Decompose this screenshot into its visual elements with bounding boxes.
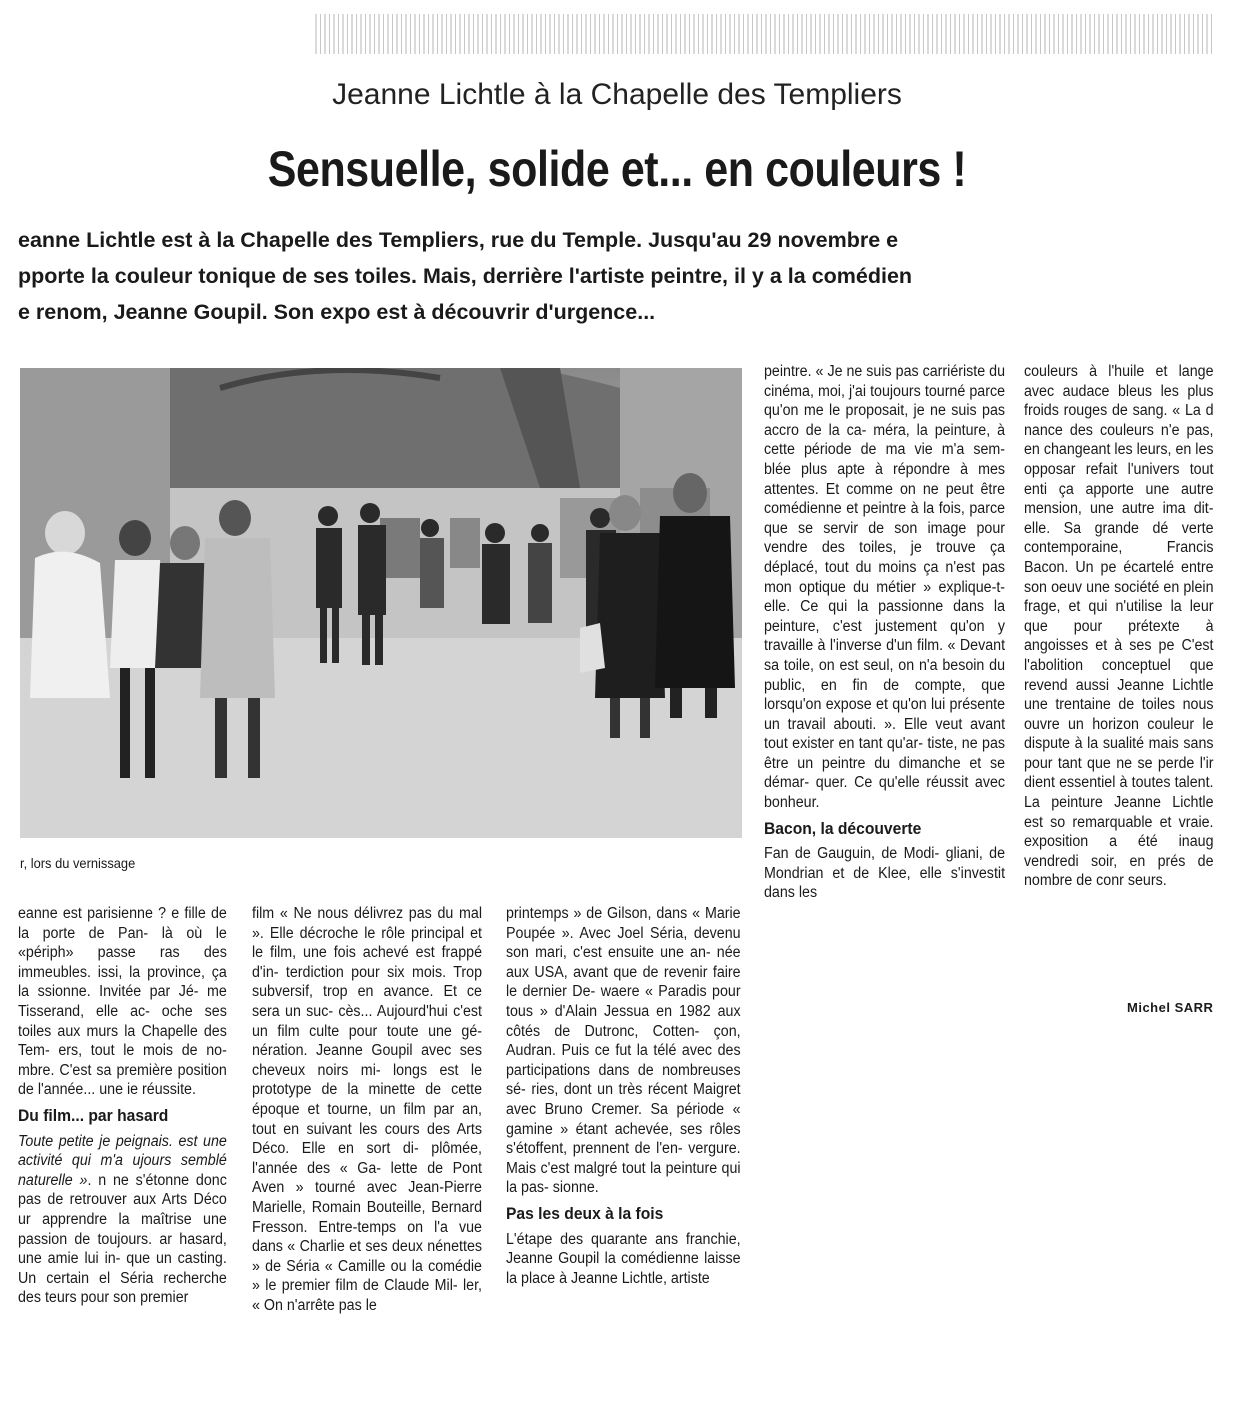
article-column-5: [1024, 362, 1214, 1002]
column-paragraph: couleurs à l'huile et lange avec audace bleus les plus froids rouges de sang. « La d nance des couleurs n'e pas, en changeant les leurs, en les opposar refait l'univers tout enti ça apporte une autre mension, une autre ima dit-elle. Sa grande dé verte contemporaine, Francis Bacon. Un pe écartelé entre son oeuv une société en plein frage, et qui n'utilise la leur que pour prétexte à angoisses et à ses pe C'est l'abolition conceptuel que revend aussi Jeanne Lichtle une trentaine de toiles nous ouvre un horizon couleur le dispute à la sualité mais sans pour tant que ne se perde l'ir dient essentiel à toutes talent. La peinture Jeanne Lichtle est so remarquable et vraie. exposition a été inaug vendredi soir, en prés de nombre de conr seurs.: [1024, 363, 1214, 890]
lead-line: pporte la couleur tonique de ses toiles. Mais, derrière l'artiste peintre, il y a la comédien: [18, 264, 913, 288]
author-signature: Michel SARR: [1127, 1000, 1214, 1015]
column-paragraph: peintre. « Je ne suis pas carriériste du cinéma, moi, j'ai toujours tourné parce qu'on me le proposait, je ne suis pas accro de la ca- méra, la peinture, à cette période de ma vie m'a sem- blée plus apte à répondre à mes attentes. Et comme on ne peut être comédienne et peintre à la fois, parce que se servir de son image pour vendre des toiles, je trouve ça déplacé, tout du moins ça n'est pas mon optique du métier » explique-t-elle. Ce qui la passionne dans la peinture, c'est justement qu'on y travaille à l'inverse d'un film. « Devant sa toile, on est seul, on n'a besoin du public, en fin de compte, que lorsqu'on expose et qu'on lui présente un travail abouti. ». Elle veut avant tout exister en tant qu'ar- tiste, ne pas être un peintre du dimanche et se démar- quer. Ce qu'elle réussit avec bonheur.: [764, 363, 1006, 812]
vernissage-photo: [20, 368, 742, 838]
quote-text: Toute petite je peignais. est une activité qui m'a ujours semblé naturelle »: [18, 1132, 227, 1189]
section-heading: Pas les deux à la fois: [506, 1203, 664, 1223]
article-column-1: [18, 904, 227, 1308]
article-column-3: [506, 904, 741, 1288]
section-heading: Du film... par hasard: [18, 1105, 169, 1125]
article-column-4: [764, 362, 1005, 903]
lead-line: eanne Lichtle est à la Chapelle des Templiers, rue du Temple. Jusqu'au 29 novembre e: [18, 228, 899, 252]
column-paragraph: eanne est parisienne ? e fille de la porte de Pan- là où le «périph» passe ras des immeubles. issi, la province, ça la ssionne. Invitée par Jé- me Tisserand, elle ac- oche ses toiles aux murs la Chapelle des Tem- ers, tout le mois de no- mbre. C'est sa première position de l'année... une ie réussite.: [18, 905, 227, 1099]
article-kicker: Jeanne Lichtle à la Chapelle des Templiers: [332, 78, 902, 111]
column-paragraph: film « Ne nous délivrez pas du mal ». Elle décroche le rôle principal et le film, une fois achevé est frappé d'in- terdiction pour six mois. Trop subversif, trop en avance. Et ce sera un suc- cès... Aujourd'hui c'est un film culte pour toute une gé- nération. Jeanne Goupil avec ses cheveux noirs mi- longs est le prototype de la minette de cette époque et tourne, un film par an, tout en suivant les cours des Arts Déco. Elle en sort di- plômée, l'année des « Ga- lette de Pont Aven » tourné avec Jean-Pierre Marielle, Romain Bouteille, Bernard Fresson. Entre-temps on l'a vue dans « Charlie et ses deux nénettes » de Séria « Camille ou la comédie » le premier film de Claude Mil- ler, « On n'arrête pas le: [252, 905, 482, 1314]
photo-illustration: [20, 368, 742, 838]
section-heading: Bacon, la découverte: [764, 818, 922, 838]
header-scan-noise: [315, 14, 1215, 54]
photo-caption: r, lors du vernissage: [20, 855, 136, 871]
article-headline: Sensuelle, solide et... en couleurs !: [267, 141, 967, 197]
column-paragraph: Fan de Gauguin, de Modi- gliani, de Mondrian et de Klee, elle s'investit dans les: [764, 845, 1006, 902]
article-column-2: [252, 904, 482, 1315]
column-paragraph: printemps » de Gilson, dans « Marie Poupée ». Avec Joel Séria, devenu son mari, c'est ensuite une an- née aux USA, avant que de revenir faire le dernier De- waere « Paradis pour tous » d'Alain Jessua en 1982 aux côtés de Dutronc, Cotten- çon, Audran. Puis ce fut la télé avec des participations dans de nombreuses sé- ries, dont un très récent Maigret avec Bruno Cremer. Sa période « gamine » étant achevée, ses rôles s'étoffent, prennent de l'en- vergure. Mais c'est malgré tout la peinture qui la pas- sionne.: [506, 905, 741, 1197]
column-paragraph: L'étape des quarante ans franchie, Jeanne Goupil la comédienne laisse la place à Jeanne Lichtle, artiste: [506, 1230, 741, 1287]
lead-line: e renom, Jeanne Goupil. Son expo est à découvrir d'urgence...: [18, 300, 656, 324]
column-paragraph: [18, 1132, 227, 1308]
body-text: . n ne s'étonne donc pas de retrouver aux Arts Déco ur apprendre la maîtrise une passion de toujours. ar hasard, une amie lui in- que un casting. Un certain el Séria recherche des teurs pour son premier: [18, 1171, 227, 1307]
article-lead: [18, 222, 1218, 330]
